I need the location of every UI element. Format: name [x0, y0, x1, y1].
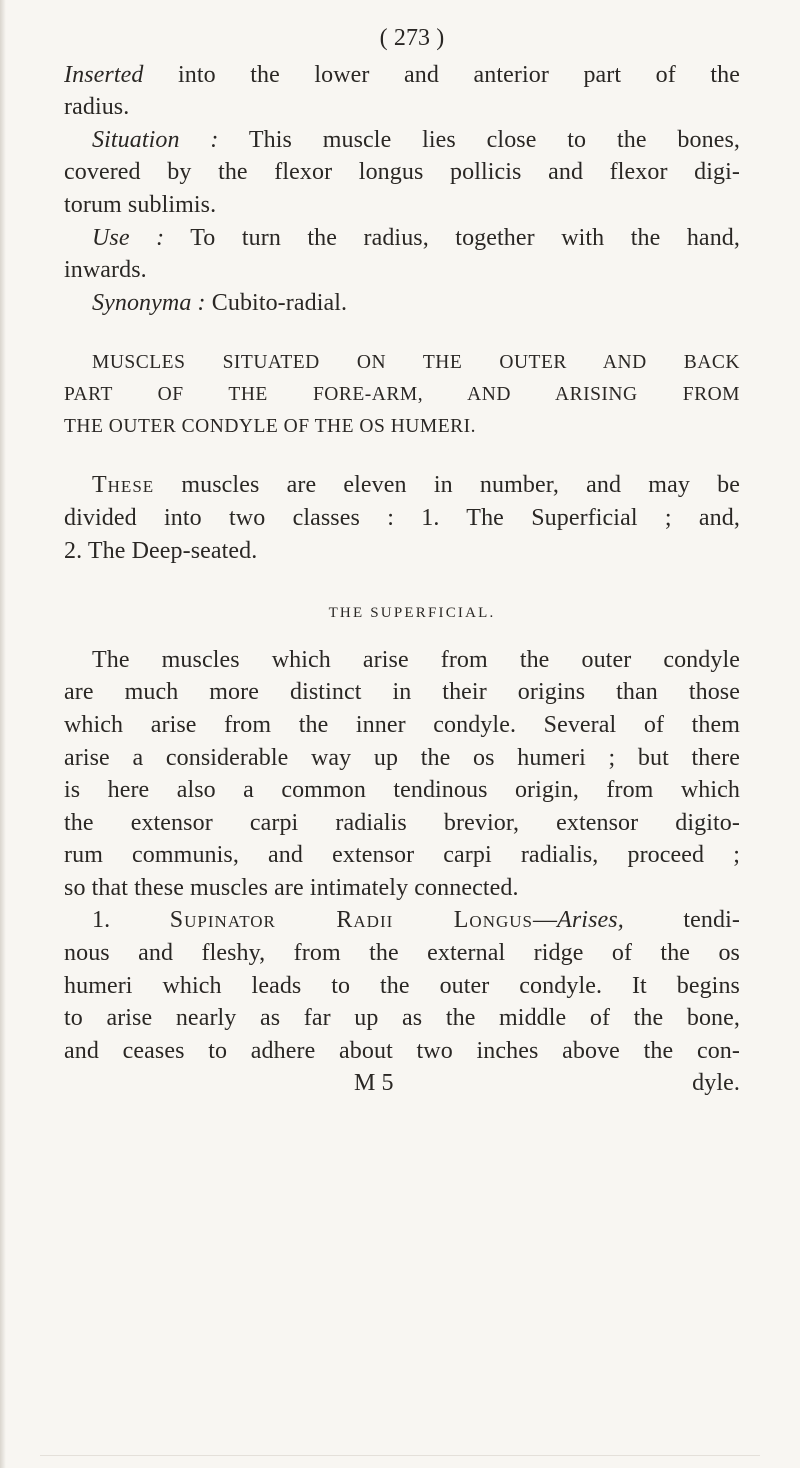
text-line: are much more distinct in their origins than those	[64, 679, 740, 706]
text-line: is here also a common tendinous origin, from which	[64, 777, 740, 804]
page-bottom-rule	[40, 1455, 760, 1456]
text-line: so that these muscles are intimately connected.	[64, 874, 519, 901]
heading-line: PART OF THE FORE-ARM, AND ARISING FROM	[64, 384, 740, 406]
heading-line: THE OUTER CONDYLE OF THE OS HUMERI.	[64, 416, 477, 438]
arises-label: Arises,	[557, 907, 624, 934]
text-line	[64, 124, 740, 157]
synonyma-label: Synonyma :	[92, 289, 206, 316]
text-line	[64, 469, 740, 502]
entry-dash: —	[533, 907, 558, 934]
section-heading	[64, 347, 740, 443]
text-line: divided into two classes : 1. The Superficial ; and,	[64, 504, 740, 531]
page-number: ( 273 )	[379, 25, 445, 51]
text-line: rum communis, and extensor carpi radialis, proceed ;	[64, 842, 740, 869]
text-line	[64, 287, 740, 320]
text-line: radius.	[64, 94, 130, 121]
intro-lead: These	[92, 472, 155, 499]
use-text: To turn the radius, together with the hand,	[164, 224, 740, 251]
use-label: Use :	[92, 224, 165, 251]
text-line: to arise nearly as far up as the middle of the bone,	[64, 1005, 740, 1032]
situation-text: This muscle lies close to the bones,	[218, 126, 740, 153]
entry-name: Supinator Radii Longus	[169, 907, 533, 934]
entry-number: 1.	[92, 907, 111, 934]
text-line: nous and fleshy, from the external ridge of the os	[64, 940, 740, 967]
text-line: inwards.	[64, 257, 147, 284]
text-line: covered by the flexor longus pollicis and flexor digi-	[64, 159, 740, 186]
text-line: humeri which leads to the outer condyle. It begins	[64, 972, 740, 999]
text-line: arise a considerable way up the os humeri ; but there	[64, 744, 740, 771]
text-line: torum sublimis.	[64, 191, 217, 218]
catchword: dyle.	[692, 1070, 740, 1097]
spacer	[64, 443, 740, 469]
text-line: the extensor carpi radialis brevior, extensor digito-	[64, 809, 740, 836]
text-line	[64, 904, 740, 937]
text-line: The muscles which arise from the outer condyle	[92, 646, 740, 673]
entry-text: tendi-	[623, 907, 740, 934]
inserted-label: Inserted	[64, 61, 144, 88]
situation-label: Situation :	[92, 126, 219, 153]
page-footer	[64, 1067, 740, 1100]
synonyma-text: Cubito-radial.	[205, 289, 348, 316]
subheading: THE SUPERFICIAL.	[328, 605, 496, 622]
text-line	[64, 222, 740, 255]
intro-text: muscles are eleven in number, and may be	[154, 472, 740, 499]
heading-line: MUSCLES SITUATED ON THE OUTER AND BACK	[92, 352, 740, 374]
page-edge-shadow	[0, 0, 6, 1468]
text-line	[64, 59, 740, 92]
signature-mark: M 5	[354, 1070, 394, 1097]
page-text	[64, 22, 740, 1100]
text-line: and ceases to adhere about two inches above the con-	[64, 1037, 740, 1064]
inserted-text: into the lower and anterior part of the	[143, 61, 740, 88]
text-line: 2. The Deep-seated.	[64, 537, 258, 564]
text-line: which arise from the inner condyle. Several of them	[64, 711, 740, 738]
